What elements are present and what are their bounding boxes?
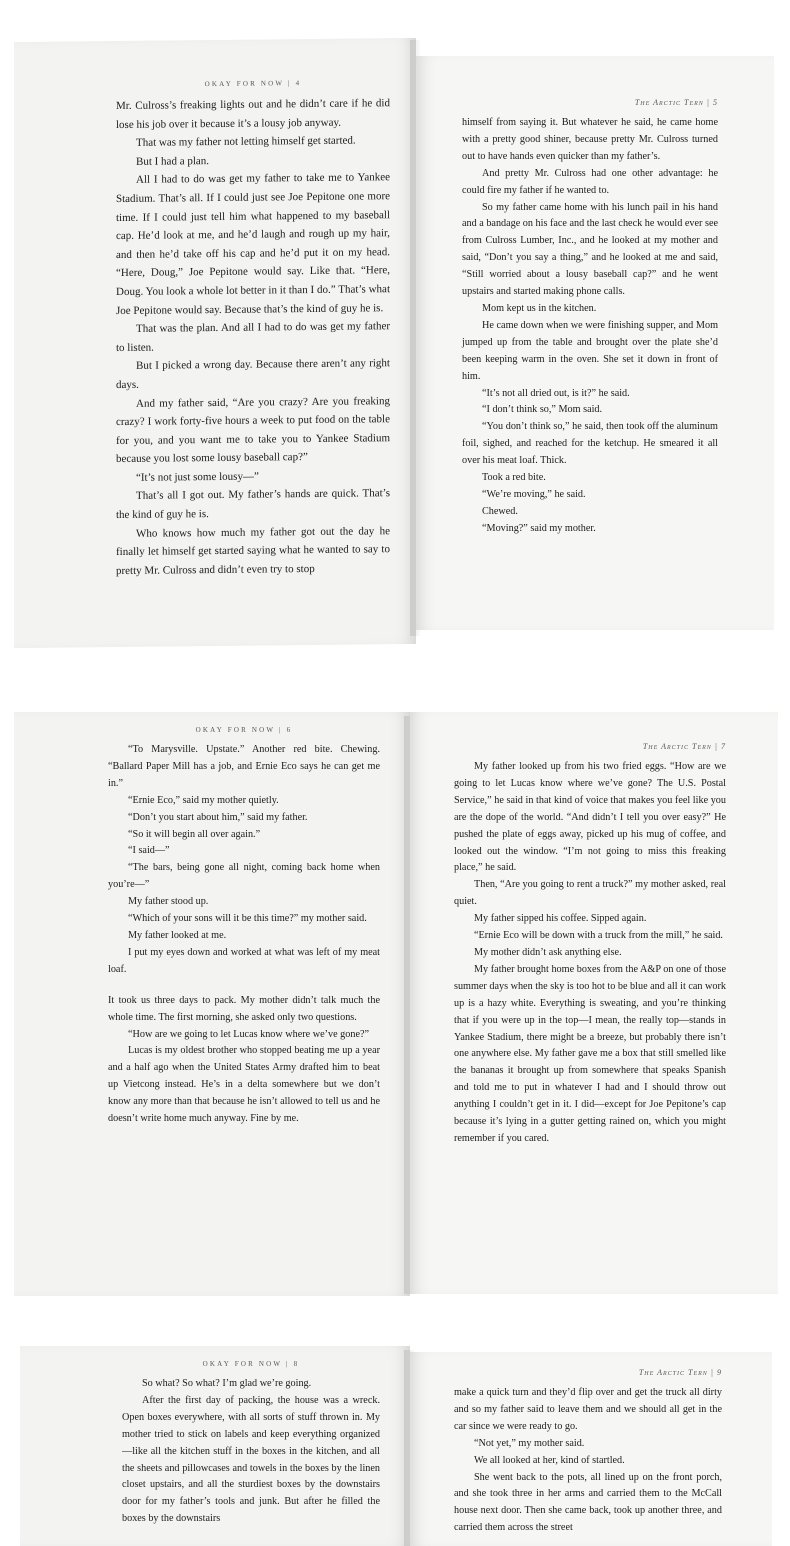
running-header: OKAY FOR NOW | 8 (202, 1360, 300, 1368)
left-page (14, 38, 416, 648)
paragraph: We all looked at her, kind of startled. (474, 1454, 625, 1466)
left-page (14, 712, 410, 1296)
paragraph: “So it will begin all over again.” (128, 828, 261, 840)
book-spread-2 (0, 708, 790, 1298)
paragraph: “Ernie Eco,” said my mother quietly. (128, 794, 279, 806)
paragraph: After the first day of packing, the house was a wreck. Open boxes everywhere, with all sorts of stuff thrown in. My mother tried to stick on labels and keep everything organized—like all the kitchen stuff in the boxes in the kitchen, and all the sheets and pillowcases and towels in the boxes by the linen closet upstairs, and all the sturdiest boxes by the downstairs door for my father’s tools and junk. But after he filled the boxes by the downstairs (122, 1394, 380, 1525)
right-page (410, 1352, 772, 1546)
running-header: OKAY FOR NOW | 4 (204, 79, 302, 89)
paragraph: “Moving?” said my mother. (482, 522, 596, 534)
book-spread-3 (0, 1346, 790, 1546)
paragraph: “The bars, being gone all night, coming back home when you’re—” (108, 862, 380, 891)
running-header: The Arctic Tern | 7 (642, 742, 726, 751)
paragraph: himself from saying it. But whatever he said, he came home with a pretty good shiner, because pretty Mr. Culross turned out to have hands even quicker than my father’s. (462, 117, 718, 162)
paragraph: Who knows how much my father got out the day he finally let himself get started saying what he wanted to say to pretty Mr. Culross and didn’t even try to stop (116, 524, 390, 577)
paragraph: “I don’t think so,” Mom said. (482, 404, 603, 416)
paragraph: “It’s not all dried out, is it?” he said. (482, 387, 630, 399)
paragraph: “You don’t think so,” he said, then took off the aluminum foil, sighed, and reached for the ketchup. He smeared it all over his meat loaf. Thick. (462, 421, 718, 467)
paragraph: That’s all I got out. My father’s hands are quick. That’s the kind of guy he is. (116, 487, 390, 522)
paragraph: So what? So what? I’m glad we’re going. (142, 1378, 312, 1389)
paragraph: My father looked up from his two fried eggs. “How are we going to let Lucas know where we’ve gone? The U.S. Postal Service,” he said in that kind of voice that makes you feel like you are the dope of the world. “And didn’t I tell you over easy?” He pushed the plate of eggs away, picked up his mug of coffee, and looked out the window. “I’m not going to miss this freaking place,” he said. (454, 761, 726, 874)
paragraph: My mother didn’t ask anything else. (474, 946, 622, 958)
paragraph: My father sipped his coffee. Sipped again. (474, 913, 647, 925)
paragraph: “Which of your sons will it be this time?” my mother said. (128, 913, 367, 925)
paragraph: “To Marysville. Upstate.” Another red bite. Chewing. “Ballard Paper Mill has a job, and Ernie Eco says he can get me in.” (108, 744, 380, 789)
paragraph: “Don’t you start about him,” said my father. (128, 811, 308, 823)
paragraph: So my father came home with his lunch pail in his hand and a bandage on his face and the last check he would ever see from Culross Lumber, Inc., and he looked at my mother and said, “Don’t you say a thing,” and he looked at me and said, “Still worried about a lousy baseball cap?” and he went upstairs and started making phone calls. (462, 201, 718, 298)
paragraph: I put my eyes down and worked at what was left of my meat loaf. (108, 946, 380, 975)
paragraph: Mom kept us in the kitchen. (482, 302, 597, 314)
paragraph: Lucas is my oldest brother who stopped beating me up a year and a half ago when the United States Army drafted him to beat up Vietcong instead. He’s in a delta somewhere but we don’t know any more than that because he isn’t allowed to tell us and he doesn’t write home much anyway. Fine by me. (108, 1045, 380, 1125)
paragraph: He came down when we were finishing supper, and Mom jumped up from the table and brought over the plate she’d been keeping warm in the oven. She set it down in front of him. (462, 319, 718, 382)
right-page (410, 712, 778, 1294)
running-header: OKAY FOR NOW | 6 (195, 726, 293, 734)
left-page (20, 1346, 410, 1546)
paragraph: “It’s not just some lousy—” (136, 470, 259, 484)
paragraph: All I had to do was get my father to take me to Yankee Stadium. That’s all. If I could just see Joe Pepitone one more time. If I could just tell him what happened to my baseball cap. He’d look at me, and he’d laugh and rough up my hair, and then he’d take off his cap and he’d put it on my head. “Here, Doug,” Joe Pepitone would say. Like that. “Here, Doug. You look a whole lot better in it than I do.” That’s what Joe Pepitone would say. Because that’s the kind of guy he is. (116, 171, 390, 317)
paragraph: And my father said, “Are you crazy? Are you freaking crazy? I work forty-five hours a week to put food on the table for you, and you want me to take you to Yankee Stadium because you lost some lousy baseball cap?” (116, 394, 390, 466)
paragraph: “How are we going to let Lucas know where we’ve gone?” (128, 1028, 370, 1040)
paragraph: My father brought home boxes from the A&P on one of those summer days when the sky is too hot to be blue and all it can work up is a hazy white. Everything is sweating, and you’re thinking that if you were up in the top—I mean, the really top—stands in Yankee Stadium, there might be a breeze, but probably there isn’t one anywhere else. My father gave me a box that still smelled like the bananas it brought up from somewhere that speaks Spanish and told me to put in whatever I had and I should throw out anything I couldn’t get in it. I did—except for Joe Pepitone’s cap because it’s lying in a gutter getting rained on, which you might remember if you cared. (454, 963, 726, 1144)
paragraph: Then, “Are you going to rent a truck?” my mother asked, real quiet. (454, 879, 726, 908)
paragraph: Took a red bite. (482, 472, 546, 484)
paragraph: But I had a plan. (136, 154, 210, 168)
paragraph: Mr. Culross’s freaking lights out and he didn’t care if he did lose his job over it because it’s a lousy job anyway. (116, 97, 390, 131)
paragraph: Chewed. (482, 505, 518, 517)
paragraph: And pretty Mr. Culross had one other advantage: he could fire my father if he wanted to. (462, 167, 718, 196)
book-spread-1 (0, 40, 790, 646)
paragraph: That was the plan. And all I had to do was get my father to listen. (116, 320, 390, 354)
paragraph: But I picked a wrong day. Because there aren’t any right days. (116, 357, 390, 391)
paragraph: That was my father not letting himself get started. (136, 134, 356, 150)
paragraph: “I said—” (128, 845, 170, 857)
paragraph: It took us three days to pack. My mother didn’t talk much the whole time. The first morning, she asked only two questions. (108, 994, 380, 1023)
paragraph: She went back to the pots, all lined up on the front porch, and she took three in her arms and carried them to the McCall house next door. Then she came back, took up another three, and carried them across the street (454, 1471, 722, 1534)
running-header: The Arctic Tern | 5 (634, 98, 718, 107)
paragraph: make a quick turn and they’d flip over and get the truck all dirty and so my father said to leave them and we should all get in the car since we were ready to go. (454, 1387, 722, 1432)
right-page (416, 56, 774, 630)
running-header: The Arctic Tern | 9 (638, 1368, 722, 1377)
paragraph: My father looked at me. (128, 929, 227, 941)
paragraph: My father stood up. (128, 896, 209, 908)
paragraph: “We’re moving,” he said. (482, 488, 586, 500)
paragraph: “Not yet,” my mother said. (474, 1437, 585, 1449)
paragraph: “Ernie Eco will be down with a truck from the mill,” he said. (474, 930, 723, 942)
